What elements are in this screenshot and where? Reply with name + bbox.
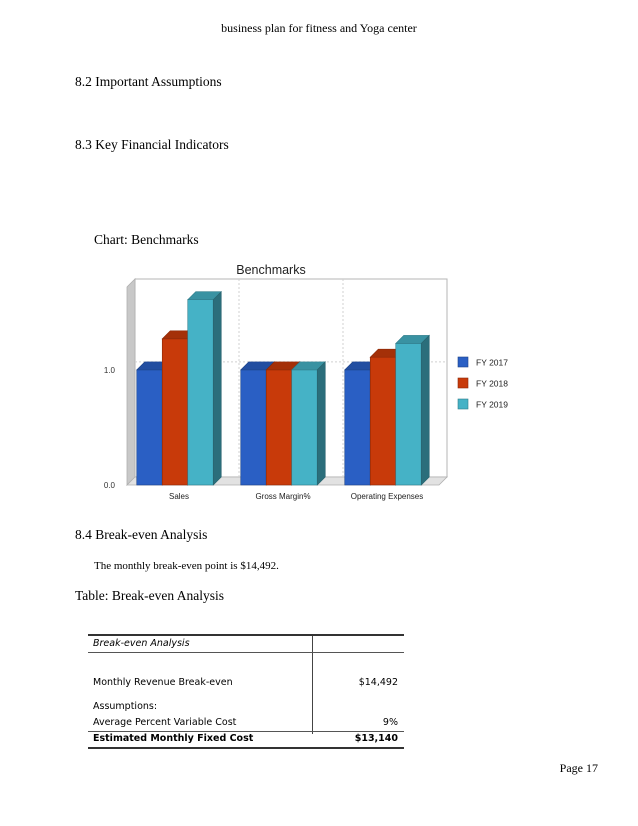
breakeven-paragraph: The monthly break-even point is $14,492. — [94, 560, 279, 572]
legend-swatch — [458, 357, 468, 367]
plot-left-wall — [127, 279, 135, 485]
page-number: Page 17 — [559, 761, 598, 775]
chart-caption: Chart: Benchmarks — [94, 232, 199, 247]
bar — [396, 335, 430, 485]
table-title: Break-even Analysis — [93, 638, 190, 649]
legend-swatch — [458, 378, 468, 388]
legend-swatch — [458, 399, 468, 409]
bar-front — [396, 343, 422, 485]
bar-front — [292, 370, 318, 485]
row-label-variable-cost: Average Percent Variable Cost — [93, 717, 237, 728]
row-value-fixed-cost: $13,140 — [354, 733, 398, 744]
bar-front — [370, 357, 396, 485]
legend-label: FY 2017 — [476, 357, 508, 368]
table-row-total — [88, 731, 404, 749]
page-header: business plan for fitness and Yoga center — [221, 21, 417, 35]
benchmarks-chart — [85, 258, 535, 508]
table-header-row — [88, 634, 404, 653]
y-tick-label: 1.0 — [103, 365, 115, 375]
legend-label: FY 2019 — [476, 399, 508, 410]
chart-legend — [458, 357, 508, 410]
row-value-variable-cost: 9% — [382, 717, 398, 728]
legend-label: FY 2018 — [476, 378, 508, 389]
bar-front — [188, 300, 214, 485]
bar-front — [241, 370, 267, 485]
bar-side — [213, 292, 221, 485]
x-tick-label: Sales — [168, 492, 190, 501]
table-row — [88, 715, 404, 731]
y-tick-label: 0.0 — [103, 481, 115, 490]
row-value-monthly-revenue: $14,492 — [358, 677, 398, 688]
table-caption: Table: Break-even Analysis — [75, 588, 225, 603]
bar-side — [421, 335, 429, 485]
bar-front — [162, 339, 188, 485]
bar — [292, 362, 326, 485]
table-spacer — [88, 691, 404, 699]
chart-title: Benchmarks — [236, 263, 306, 277]
breakeven-table — [88, 634, 404, 749]
section-heading-breakeven: 8.4 Break-even Analysis — [75, 527, 208, 542]
bar-front — [137, 370, 163, 485]
section-heading-indicators: 8.3 Key Financial Indicators — [75, 137, 229, 152]
row-label-monthly-revenue: Monthly Revenue Break-even — [93, 677, 233, 688]
section-heading-assumptions: 8.2 Important Assumptions — [75, 74, 222, 89]
table-row — [88, 675, 404, 691]
table-row — [88, 699, 404, 715]
row-label-assumptions: Assumptions: — [93, 701, 158, 712]
table-spacer — [88, 653, 404, 675]
bar-front — [266, 370, 292, 485]
row-label-fixed-cost: Estimated Monthly Fixed Cost — [93, 733, 254, 744]
bar — [188, 292, 222, 485]
bar-front — [345, 370, 371, 485]
x-tick-label: Gross Margin% — [255, 492, 311, 501]
x-tick-label: Operating Expenses — [350, 492, 424, 501]
bar-side — [317, 362, 325, 485]
